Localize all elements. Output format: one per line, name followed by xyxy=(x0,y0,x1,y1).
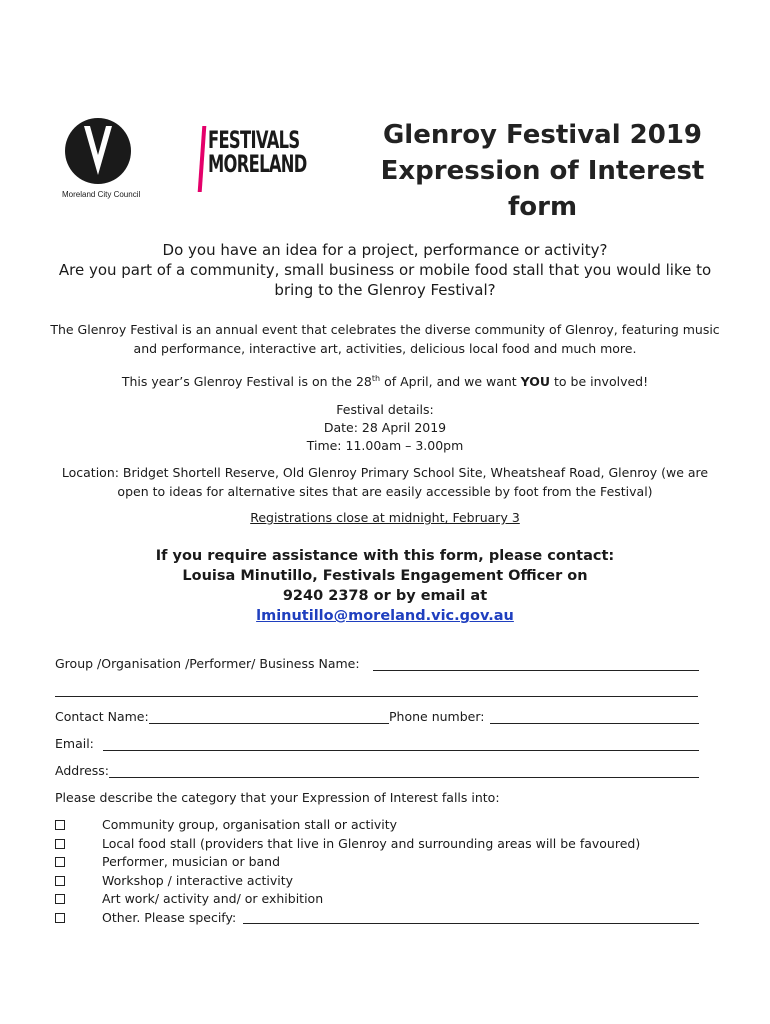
details-date: Date: 28 April 2019 xyxy=(323,420,447,435)
assistance-line-3: 9240 2378 or by email at xyxy=(282,588,488,604)
contact-name-field[interactable] xyxy=(149,723,389,724)
address-label: Address: xyxy=(55,763,109,778)
category-option xyxy=(55,835,705,854)
category-option xyxy=(55,890,705,909)
category-label: Workshop / interactive activity xyxy=(102,872,293,888)
category-option xyxy=(55,909,705,928)
details-heading: Festival details: xyxy=(336,402,434,417)
festival-date-callout xyxy=(40,374,730,389)
group-name-field-continued[interactable] xyxy=(55,696,698,697)
category-label: Art work/ activity and/ or exhibition xyxy=(102,891,324,906)
category-checkbox[interactable] xyxy=(55,839,65,849)
callout-text-middle: of April, and we want xyxy=(380,374,521,390)
contact-email-link[interactable]: lminutillo@moreland.vic.gov.au xyxy=(256,608,514,624)
category-label: Other. Please specify: xyxy=(102,909,237,925)
category-checkbox[interactable] xyxy=(55,820,65,830)
phone-number-label: Phone number: xyxy=(389,709,485,724)
intro-question-1: Do you have an idea for a project, performance or activity? xyxy=(162,241,608,259)
email-field[interactable] xyxy=(103,750,699,751)
category-checkbox[interactable] xyxy=(55,876,65,886)
festivals-logo-line1: FESTIVALS xyxy=(208,126,300,154)
details-time: Time: 11.00am – 3.00pm xyxy=(306,438,464,453)
moreland-city-council-logo xyxy=(62,117,142,199)
page-title xyxy=(370,117,715,225)
category-option xyxy=(55,853,705,872)
contact-name-label: Contact Name: xyxy=(55,709,149,724)
category-label: Performer, musician or band xyxy=(102,854,281,869)
category-label: Local food stall (providers that live in Glenroy and surrounding areas will be favoured) xyxy=(102,835,641,851)
callout-text-after: to be involved! xyxy=(550,374,649,390)
assistance-line-2: Louisa Minutillo, Festivals Engagement Officer on xyxy=(182,568,588,584)
callout-ordinal: th xyxy=(371,374,381,383)
category-option xyxy=(55,816,705,835)
festival-description: The Glenroy Festival is an annual event that celebrates the diverse community of Glenroy, featuring music and performance, interactive art, activities, delicious local food and much more. xyxy=(50,322,720,356)
other-category-field[interactable] xyxy=(243,923,699,924)
group-name-label: Group /Organisation /Performer/ Business Name: xyxy=(55,656,360,671)
festivals-moreland-logo xyxy=(200,126,310,196)
intro-questions xyxy=(40,240,730,300)
intro-question-2: Are you part of a community, small business or mobile food stall that you would like to bring to the Glenroy Festival? xyxy=(58,261,712,299)
category-checkbox[interactable] xyxy=(55,894,65,904)
council-name: Moreland City Council xyxy=(62,190,141,199)
category-option xyxy=(55,872,705,891)
category-checkbox[interactable] xyxy=(55,857,65,867)
title-line-1: Glenroy Festival 2019 xyxy=(382,120,703,150)
phone-number-field[interactable] xyxy=(490,723,699,724)
registration-deadline-text: Registrations close at midnight, February 3 xyxy=(250,510,520,525)
assistance-contact xyxy=(40,546,730,626)
festival-details xyxy=(40,401,730,455)
festivals-logo-line2: MORELAND xyxy=(208,150,307,178)
registration-deadline xyxy=(40,510,730,525)
title-line-3: form xyxy=(507,192,578,222)
title-line-2: Expression of Interest xyxy=(380,156,705,186)
category-prompt: Please describe the category that your Expression of Interest falls into: xyxy=(55,790,500,805)
callout-emphasis: YOU xyxy=(520,374,551,390)
council-emblem-icon xyxy=(64,117,132,185)
category-checkbox[interactable] xyxy=(55,913,65,923)
category-label: Community group, organisation stall or activity xyxy=(102,817,398,832)
callout-text-before: This year’s Glenroy Festival is on the 28 xyxy=(121,374,372,390)
assistance-line-1: If you require assistance with this form, please contact: xyxy=(155,548,615,564)
group-name-field[interactable] xyxy=(373,670,699,671)
festival-location: Location: Bridget Shortell Reserve, Old Glenroy Primary School Site, Wheatsheaf Road, Glenroy (we are open to ideas for alternative sites that are easily accessible by foot from the Festival) xyxy=(61,465,709,499)
category-checklist xyxy=(55,816,705,927)
address-field[interactable] xyxy=(109,777,699,778)
email-label: Email: xyxy=(55,736,94,751)
festivals-logo-bar xyxy=(198,126,207,192)
